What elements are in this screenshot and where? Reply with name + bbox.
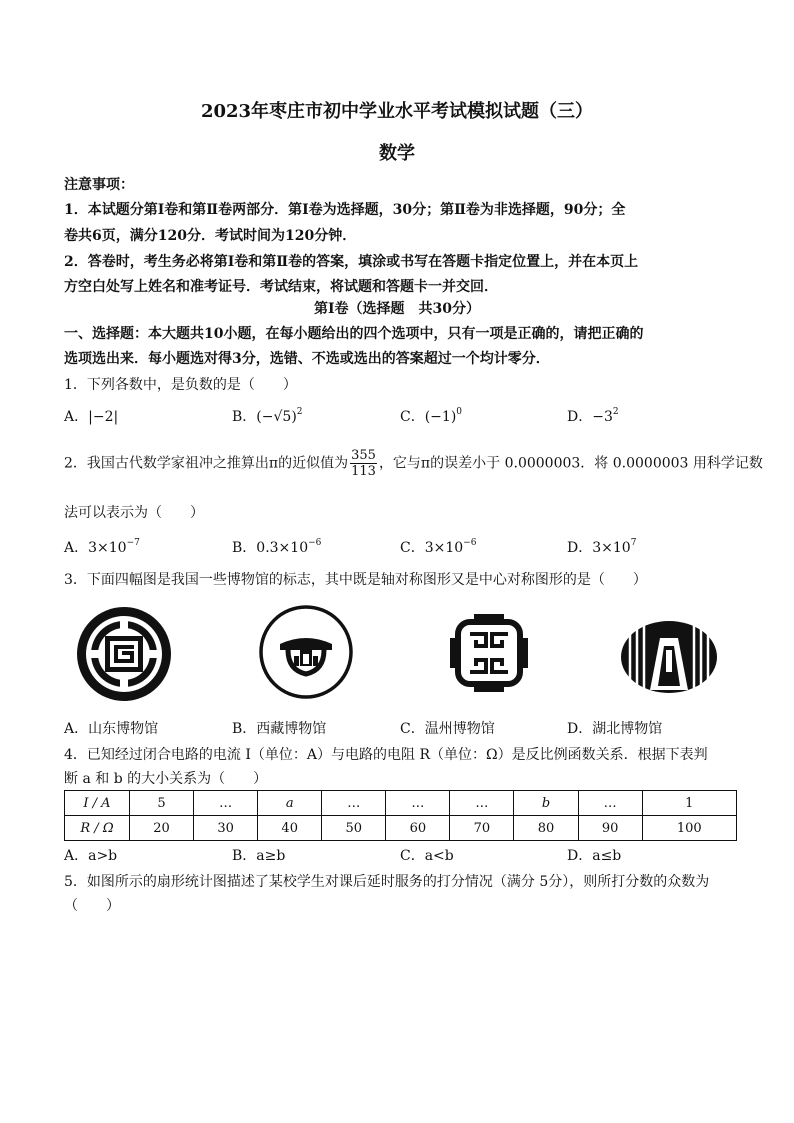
table-cell: b (514, 791, 578, 816)
q1-option-a: A．|−2| (64, 409, 119, 425)
table-row (65, 816, 737, 841)
table-cell: 100 (642, 816, 736, 841)
q4-option-d: D．a≤b (567, 848, 622, 864)
q1-option-b: B．$(-√5)^2$ (232, 407, 303, 425)
table-cell: … (386, 791, 450, 816)
q4-option-a: A．a>b (64, 848, 118, 864)
q2-fraction: $\frac{355}{113}$ (351, 448, 376, 479)
q2-option-d: D．$3\times 10^7$ (567, 538, 637, 556)
table-cell: 50 (322, 816, 386, 841)
table-cell: R / Ω (65, 816, 130, 841)
table-cell: 30 (194, 816, 258, 841)
section-instruction-1: 一、选择题：本大题共10小题，在每小题给出的四个选项中，只有一项是正确的，请把正确的 (64, 326, 644, 342)
table-cell: … (322, 791, 386, 816)
table-cell: … (194, 791, 258, 816)
q1-stem: 1．下列各数中，是负数的是（ ） (64, 377, 297, 393)
table-cell: 40 (258, 816, 322, 841)
q2-stem-line-2: 法可以表示为（ ） (64, 505, 204, 521)
table-cell: 20 (130, 816, 194, 841)
note-1-line-1: 1．本试题分第Ⅰ卷和第Ⅱ卷两部分．第Ⅰ卷为选择题，30分；第Ⅱ卷为非选择题，90分；全 (64, 202, 626, 218)
notes-heading: 注意事项： (64, 177, 134, 193)
tibet-museum-logo (258, 604, 354, 700)
q4-stem-line-2: 断 a 和 b 的大小关系为（ ） (64, 771, 268, 787)
q3-option-d: D．湖北博物馆 (567, 721, 663, 737)
table-cell: a (258, 791, 322, 816)
q3-stem: 3．下面四幅图是我国一些博物馆的标志，其中既是轴对称图形又是中心对称图形的是（ ） (64, 572, 647, 588)
section-instruction-2: 选项选出来．每小题选对得3分，选错、不选或选出的答案超过一个均计零分． (64, 351, 550, 367)
table-cell: 5 (130, 791, 194, 816)
table-cell: 90 (578, 816, 642, 841)
q4-option-b: B．a≥b (232, 848, 286, 864)
shandong-museum-logo (76, 606, 172, 702)
subject-title: 数学 (379, 143, 415, 164)
q1-option-c: C．$(-1)^0$ (400, 407, 463, 425)
q3-option-c: C．温州博物馆 (400, 721, 495, 737)
q3-option-a: A．山东博物馆 (64, 721, 159, 737)
q2-stem-line-1: 2．我国古代数学家祖冲之推算出π的近似值为 $\frac{355}{113}$ ，它与π的误差小于 0.0000003．将 0.0000003 用科学记数 (64, 448, 763, 479)
note-1-line-2: 卷共6页，满分120分．考试时间为120分钟． (64, 228, 357, 244)
q5-stem-line-2: （ ） (64, 898, 120, 914)
table-cell: 1 (642, 791, 736, 816)
q1-option-d: D．$-3^2$ (567, 407, 619, 425)
q4-stem-line-1: 4．已知经过闭合电路的电流 I（单位：A）与电路的电阻 R（单位：Ω）是反比例函数关系．根据下表判 (64, 747, 708, 763)
q2-option-b: B．$0.3\times 10^{-6}$ (232, 538, 322, 556)
q3-option-b: B．西藏博物馆 (232, 721, 327, 737)
note-2-line-2: 方空白处写上姓名和准考证号．考试结束，将试题和答题卡一并交回． (64, 279, 498, 295)
table-cell: 80 (514, 816, 578, 841)
table-cell: 70 (450, 816, 514, 841)
table-row (65, 791, 737, 816)
table-cell: … (578, 791, 642, 816)
note-2-line-1: 2．答卷时，考生务必将第Ⅰ卷和第Ⅱ卷的答案，填涂或书写在答题卡指定位置上，并在本页上 (64, 254, 639, 270)
table-cell: … (450, 791, 514, 816)
table-cell: I / A (65, 791, 130, 816)
section-heading: 第Ⅰ卷（选择题 共30分） (313, 301, 481, 317)
q5-stem-line-1: 5．如图所示的扇形统计图描述了某校学生对课后延时服务的打分情况（满分 5分），则所打分数的众数为 (64, 874, 710, 890)
q4-option-c: C．a<b (400, 848, 454, 864)
q2-option-c: C．$3\times 10^{-6}$ (400, 538, 477, 556)
page-title: 2023年枣庄市初中学业水平考试模拟试题（三） (200, 101, 594, 122)
hubei-museum-logo (620, 620, 718, 694)
q4-table (64, 790, 737, 841)
wenzhou-museum-logo (444, 608, 534, 698)
q2-option-a: A．$3\times 10^{-7}$ (64, 538, 140, 556)
table-cell: 60 (386, 816, 450, 841)
